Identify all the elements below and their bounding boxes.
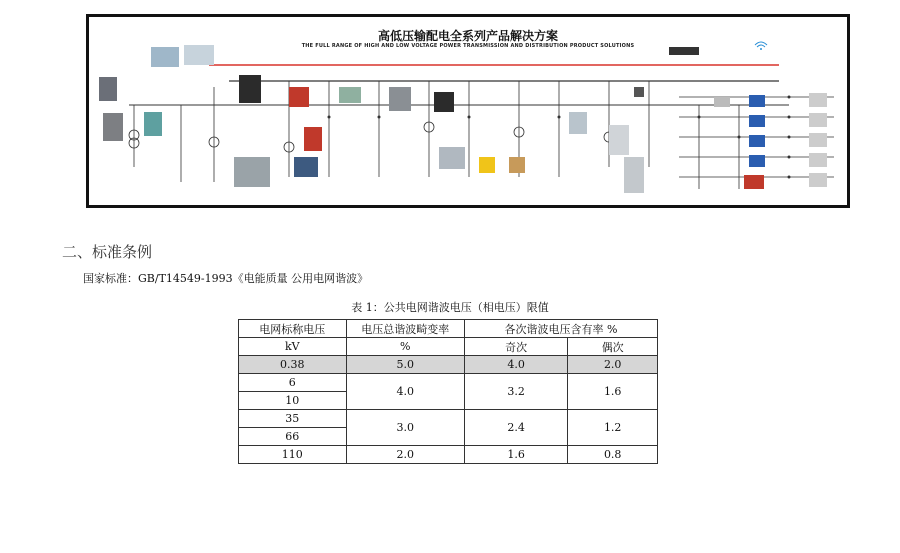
cell-odd: 1.6	[464, 446, 567, 464]
header-odd: 奇次	[464, 338, 567, 356]
table-caption: 表 1：公共电网谐波电压（相电压）限值	[351, 301, 549, 314]
cell-odd: 4.0	[464, 356, 567, 374]
product-solutions-banner	[86, 14, 850, 208]
table-row	[239, 356, 658, 374]
header-harmonic-group: 各次谐波电压含有率 %	[464, 320, 657, 338]
header-voltage-unit: kV	[239, 338, 347, 356]
cell-odd: 2.4	[464, 410, 567, 446]
cell-thd: 2.0	[346, 446, 464, 464]
header-even: 偶次	[568, 338, 658, 356]
table-row	[239, 446, 658, 464]
table-header-row	[239, 338, 658, 356]
cell-thd: 4.0	[346, 374, 464, 410]
cell-thd: 5.0	[346, 356, 464, 374]
cell-even: 0.8	[568, 446, 658, 464]
cell-voltage: 0.38	[239, 356, 347, 374]
standard-reference: 国家标准：GB/T14549-1993《电能质量 公用电网谐波》	[83, 272, 369, 285]
header-voltage: 电网标称电压	[239, 320, 347, 338]
harmonic-limits-table	[238, 319, 658, 464]
cell-even: 2.0	[568, 356, 658, 374]
banner-subtitle: THE FULL RANGE OF HIGH AND LOW VOLTAGE POWER TRANSMISSION AND DISTRIBUTION PRODUCT SOLUTIONS	[301, 43, 635, 49]
cell-voltage: 35	[239, 410, 347, 428]
table-row	[239, 410, 658, 428]
table-row	[239, 374, 658, 392]
banner-title: 高低压输配电全系列产品解决方案	[377, 29, 558, 43]
cell-voltage: 10	[239, 392, 347, 410]
cell-voltage: 110	[239, 446, 347, 464]
cell-voltage: 66	[239, 428, 347, 446]
cell-odd: 3.2	[464, 374, 567, 410]
section-heading: 二、标准条例	[62, 243, 153, 261]
cell-thd: 3.0	[346, 410, 464, 446]
header-thd-unit: %	[346, 338, 464, 356]
header-thd: 电压总谐波畸变率	[346, 320, 464, 338]
cell-even: 1.6	[568, 374, 658, 410]
table-header-row	[239, 320, 658, 338]
cell-voltage: 6	[239, 374, 347, 392]
cell-even: 1.2	[568, 410, 658, 446]
